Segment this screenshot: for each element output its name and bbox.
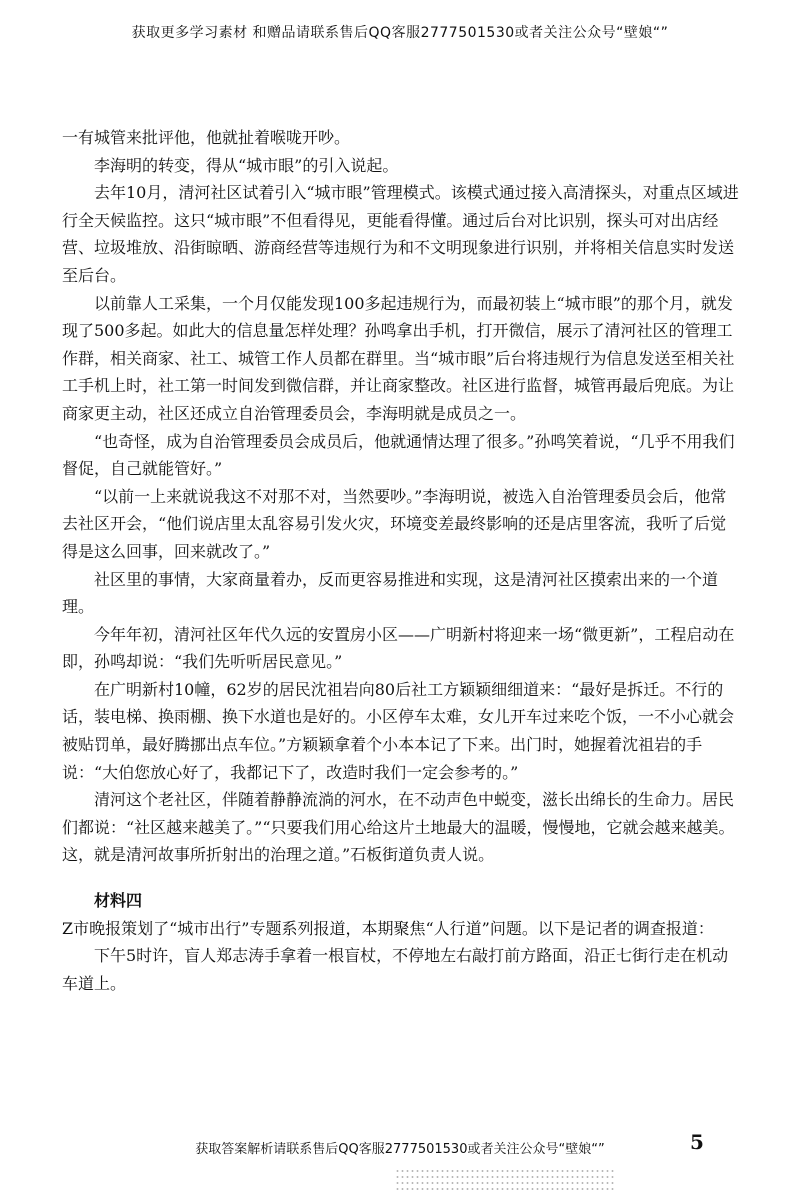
paragraph: “以前一上来就说我这不对那不对，当然要吵。”李海明说，被选入自治管理委员会后，他常去社区开会，“他们说店里太乱容易引发火灾，环境变差最终影响的还是店里客流，我听了后觉得是这么回事，回来就改了。” — [62, 486, 727, 561]
document-body — [62, 124, 740, 997]
paragraph: Z市晚报策划了“城市出行”专题系列报道，本期聚焦“人行道”问题。以下是记者的调查报道： — [62, 918, 714, 938]
paragraph: 李海明的转变，得从“城市眼”的引入说起。 — [94, 155, 399, 175]
paragraph: 清河这个老社区，伴随着静静流淌的河水，在不动声色中蜕变，滋长出绵长的生命力。居民们都说：“社区越来越美了。”“只要我们用心给这片土地最大的温暖，慢慢地，它就会越来越美。这，就是清河故事所折射出的治理之道。”石板街道负责人说。 — [62, 790, 735, 865]
paragraph: 以前靠人工采集，一个月仅能发现100多起违规行为，而最初装上“城市眼”的那个月，就发现了500多起。如此大的信息量怎样处理？孙鸣拿出手机，打开微信，展示了清河社区的管理工作群，相关商家、社工、城管工作人员都在群里。当“城市眼”后台将违规行为信息发送至相关社工手机上时，社工第一时间发到微信群，并让商家整改。社区进行监督，城管再最后兜底。为让商家更主动，社区还成立自治管理委员会，李海明就是成员之一。 — [62, 293, 735, 423]
page-header-watermark: 获取更多学习素材 和赠品请联系售后QQ客服2777501530或者关注公众号“壁娘“” — [131, 25, 669, 41]
page-number: 5 — [690, 1130, 704, 1154]
paragraph: 在广明新村10幢，62岁的居民沈祖岩向80后社工方颖颖细细道来：“最好是拆迁。不行的话，装电梯、换雨棚、换下水道也是好的。小区停车太难，女儿开车过来吃个饭，一不小心就会被贴罚单，最好腾挪出点车位。”方颖颖拿着个小本本记了下来。出门时，她握着沈祖岩的手说：“大伯您放心好了，我都记下了，改造时我们一定会参考的。” — [62, 679, 735, 782]
paragraph: 去年10月，清河社区试着引入“城市眼”管理模式。该模式通过接入高清探头，对重点区域进行全天候监控。这只“城市眼”不但看得见，更能看得懂。通过后台对比识别，探头可对出店经营、垃圾堆放、沿街晾晒、游商经营等违规行为和不文明现象进行识别，并将相关信息实时发送至后台。 — [62, 183, 739, 285]
scan-noise — [395, 1168, 615, 1190]
page-footer-watermark: 获取答案解析请联系售后QQ客服2777501530或者关注公众号“壁娘“” — [195, 1142, 605, 1157]
paragraph: 一有城管来批评他，他就扯着喉咙开吵。 — [62, 128, 351, 147]
section-title: 材料四 — [94, 891, 143, 911]
paragraph: 今年年初，清河社区年代久远的安置房小区——广明新村将迎来一场“微更新”，工程启动在即，孙鸣却说：“我们先听听居民意见。” — [62, 624, 735, 672]
paragraph: 社区里的事情，大家商量着办，反而更容易推进和实现，这是清河社区摸索出来的一个道理。 — [62, 569, 719, 617]
paragraph: “也奇怪，成为自治管理委员会成员后，他就通情达理了很多。”孙鸣笑着说，“几乎不用我们督促，自己就能管好。” — [62, 431, 735, 479]
paragraph: 下午5时许，盲人郑志涛手拿着一根盲杖，不停地左右敲打前方路面，沿正七街行走在机动车道上。 — [62, 946, 729, 993]
